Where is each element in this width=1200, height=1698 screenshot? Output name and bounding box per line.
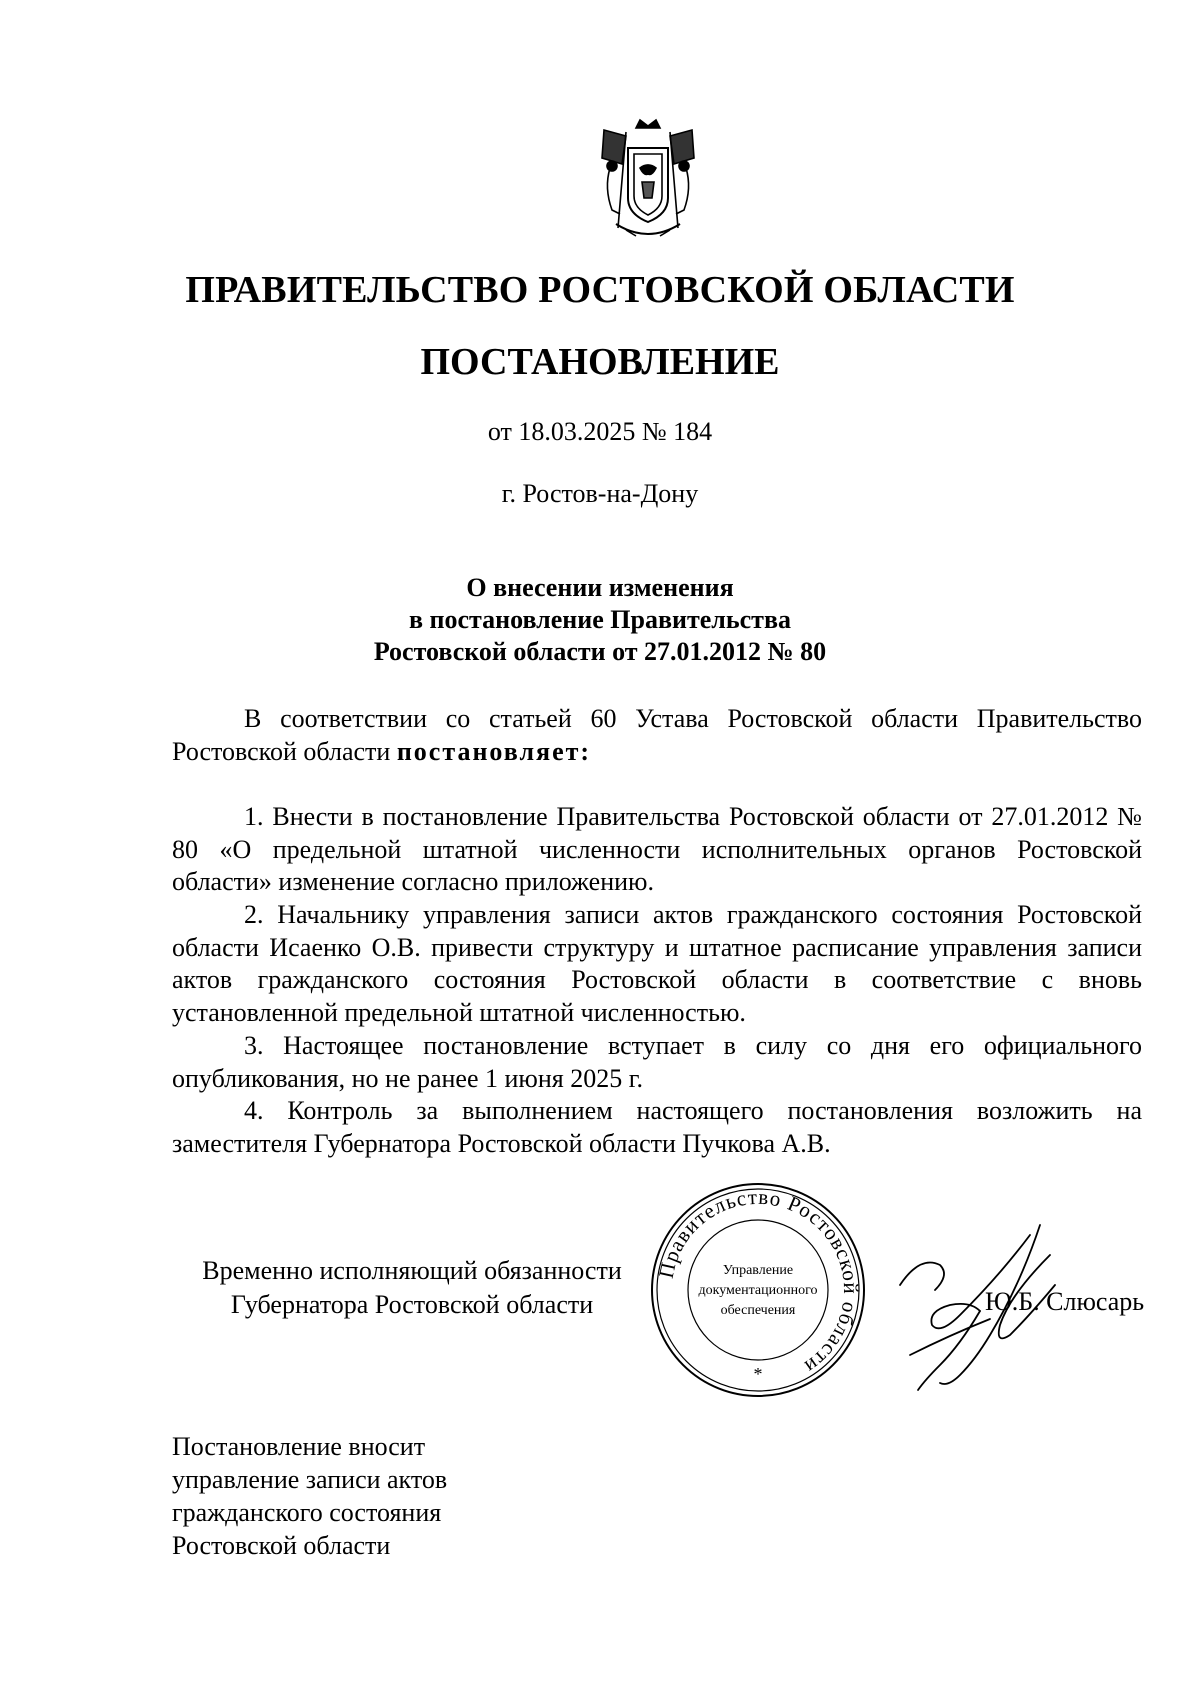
footer-line: гражданского состояния xyxy=(172,1498,442,1527)
subject-line: в постановление Правительства xyxy=(408,605,791,634)
coat-of-arms-icon xyxy=(596,118,700,242)
stamp-center-line: обеспечения xyxy=(720,1303,796,1318)
preamble-keyword: постановляет: xyxy=(396,736,592,766)
stamp-star: * xyxy=(753,1364,763,1384)
signer-position-line: Губернатора Ростовской области xyxy=(230,1290,594,1319)
subject-line: О внесении изменения xyxy=(466,573,734,602)
document-type-title: ПОСТАНОВЛЕНИЕ xyxy=(420,341,780,383)
footer-line: Ростовской области xyxy=(172,1531,391,1560)
preamble-text: В соответствии со статьей 60 Устава Ростовской области Правительство Ростовской области xyxy=(172,704,1142,766)
stamp-center-line: Управление xyxy=(722,1263,794,1278)
signer-name: Ю.Б. Слюсарь xyxy=(985,1287,1145,1316)
document-city: г. Ростов-на-Дону xyxy=(501,479,699,508)
organization-title: ПРАВИТЕЛЬСТВО РОСТОВСКОЙ ОБЛАСТИ xyxy=(185,269,1015,311)
item-paragraph-4: 4. Контроль за выполнением настоящего постановления возложить на заместителя Губернатора Ростовской области Пучкова А.В. xyxy=(172,1096,1142,1158)
item-paragraph-2: 2. Начальнику управления записи актов гражданского состояния Ростовской области Исаенко О.В. привести структуру и штатное расписание управления записи актов гражданского состояния Ростовской области в соответствие с вновь установленной предельной штатной численностью. xyxy=(172,900,1142,1027)
document-date-number: от 18.03.2025 № 184 xyxy=(487,417,713,446)
official-stamp xyxy=(648,1180,868,1400)
footer-line: Постановление вносит xyxy=(172,1432,426,1461)
footer-note xyxy=(172,1430,447,1562)
stamp-center-line: документационного xyxy=(698,1283,818,1298)
signer-position xyxy=(172,1254,652,1322)
document-subject xyxy=(0,572,1200,668)
item-paragraph-3: 3. Настоящее постановление вступает в силу со дня его официального опубликования, но не ранее 1 июня 2025 г. xyxy=(172,1031,1142,1093)
preamble-paragraph xyxy=(172,703,1142,768)
item-paragraph-1: 1. Внести в постановление Правительства Ростовской области от 27.01.2012 № 80 «О предельной штатной численности исполнительных органов Ростовской области» изменение согласно приложению. xyxy=(172,802,1142,896)
footer-line: управление записи актов xyxy=(172,1465,448,1494)
subject-line: Ростовской области от 27.01.2012 № 80 xyxy=(373,637,827,666)
stamp-ring-text: Правительство Ростовской области xyxy=(653,1184,864,1380)
signer-position-line: Временно исполняющий обязанности xyxy=(202,1256,622,1285)
